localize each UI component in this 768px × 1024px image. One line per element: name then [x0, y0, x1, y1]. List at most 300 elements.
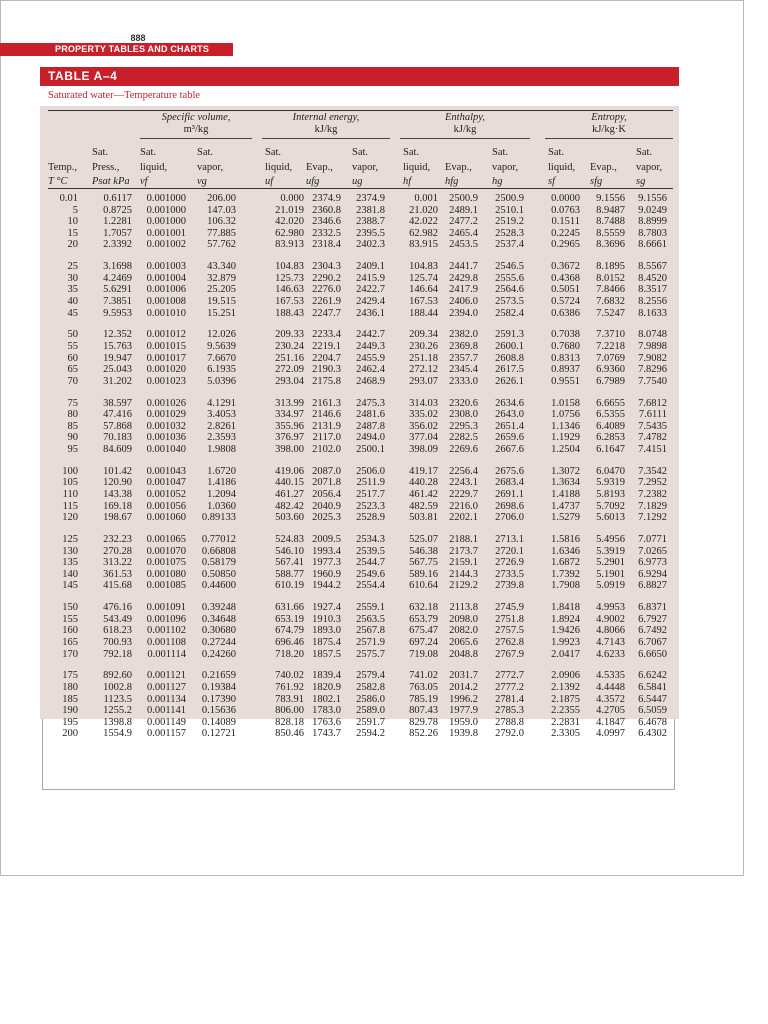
table-cell-sf: 1.7392: [551, 568, 580, 580]
table-cell-sfg: 4.1847: [596, 716, 625, 728]
table-cell-sg: 7.4151: [638, 444, 667, 455]
table-cell-hg: 2767.9: [495, 648, 524, 660]
table-cell-sfg: 8.9487: [596, 204, 625, 216]
table-cell-hf: 785.19: [409, 693, 438, 705]
column-header-sfg: [590, 146, 617, 190]
table-cell-vf: 0.001075: [146, 557, 186, 569]
table-label: TABLE A–4: [48, 69, 118, 83]
table-cell-ug: 2449.3: [356, 341, 385, 352]
table-cell-vf: 0.001080: [146, 568, 186, 580]
table-cell-sfg: 8.5559: [596, 227, 625, 239]
table-cell-uf: 104.83: [275, 261, 304, 273]
table-cell-temp: 165: [62, 637, 78, 648]
table-cell-hf: 503.81: [409, 512, 438, 524]
table-cell-temp: 185: [62, 693, 78, 705]
table-cell-ufg: 1960.9: [312, 568, 341, 580]
table-cell-ufg: 2233.4: [312, 329, 341, 341]
column-header-line: Sat.: [492, 147, 509, 158]
table-cell-press: 1554.9: [103, 728, 132, 740]
table-cell-temp: 200: [62, 728, 78, 740]
table-cell-hf: 83.915: [409, 239, 438, 251]
table-cell-sg: 8.8999: [638, 216, 667, 228]
table-cell-hf: 398.09: [409, 444, 438, 455]
table-cell-uf: 0.000: [280, 193, 304, 204]
table-cell-sf: 1.8924: [551, 613, 580, 625]
table-cell-vg: 0.66808: [201, 545, 236, 557]
table-cell-press: 143.38: [103, 489, 132, 500]
table-cell-ufg: 2318.4: [312, 239, 341, 251]
table-cell-hfg: 1939.8: [449, 728, 478, 740]
table-cell-vf: 0.001026: [146, 397, 186, 409]
table-cell-vg: 2.3593: [207, 432, 236, 444]
table-cell-sfg: 8.3696: [596, 239, 625, 251]
table-cell-hg: 2659.6: [495, 432, 524, 444]
table-cell-vg: 6.1935: [207, 364, 236, 376]
table-cell-sg: 8.2556: [638, 296, 667, 307]
table-cell-uf: 524.83: [275, 534, 304, 545]
table-cell-vg: 1.4186: [207, 477, 236, 489]
table-cell-press: 5.6291: [103, 284, 132, 296]
table-cell-press: 700.93: [103, 637, 132, 648]
table-cell-sg: 6.4302: [638, 728, 667, 740]
table-cell-hfg: 2216.0: [449, 500, 478, 512]
table-cell-hg: 2785.3: [495, 705, 524, 717]
table-cell-vf: 0.001149: [147, 716, 186, 728]
column-header-line: T °C: [48, 176, 68, 187]
table-cell-press: 476.16: [103, 602, 132, 614]
column-header-line: liquid,: [548, 161, 576, 173]
table-cell-hg: 2792.0: [495, 728, 524, 740]
table-cell-uf: 761.92: [275, 682, 304, 693]
table-cell-press: 19.947: [103, 352, 132, 364]
table-cell-hfg: 2477.2: [449, 216, 478, 228]
table-cell-vf: 0.001012: [146, 329, 186, 341]
table-cell-sfg: 4.8066: [596, 625, 625, 637]
column-header-line: liquid,: [140, 161, 168, 173]
table-cell-press: 1255.2: [103, 705, 132, 717]
table-cell-hg: 2608.8: [495, 352, 524, 364]
table-cell-hg: 2762.8: [495, 637, 524, 648]
table-cell-sg: 9.0249: [638, 204, 667, 216]
table-cell-vf: 0.001114: [147, 648, 186, 660]
table-cell-hf: 589.16: [409, 568, 438, 580]
table-cell-ug: 2487.8: [356, 420, 385, 432]
table-cell-sfg: 6.7989: [596, 375, 625, 387]
group-name: Specific volume,: [161, 112, 231, 123]
table-cell-temp: 180: [62, 682, 78, 693]
table-cell-sg: 6.9773: [638, 557, 667, 569]
table-cell-vg: 9.5639: [207, 341, 236, 352]
column-header-hfg: [445, 146, 472, 190]
table-cell-press: 313.22: [103, 557, 132, 569]
table-cell-hfg: 2333.0: [449, 375, 478, 387]
table-cell-vg: 0.15636: [201, 705, 236, 717]
table-cell-press: 415.68: [103, 580, 132, 592]
table-cell-sfg: 5.7092: [596, 500, 625, 512]
table-cell-hg: 2519.2: [495, 216, 524, 228]
table-cell-uf: 83.913: [275, 239, 304, 251]
table-cell-sf: 0.8937: [551, 364, 580, 376]
table-cell-sf: 0.1511: [551, 216, 580, 228]
table-cell-ufg: 2247.7: [312, 307, 341, 319]
table-cell-hfg: 2382.0: [449, 329, 478, 341]
table-label-bar: [40, 67, 679, 86]
table-cell-sf: 1.1346: [551, 420, 580, 432]
table-cell-hfg: 2129.2: [449, 580, 478, 592]
table-cell-uf: 272.09: [275, 364, 304, 376]
group-underline: [262, 138, 390, 139]
table-cell-ufg: 1802.1: [312, 693, 341, 705]
table-cell-hg: 2510.1: [495, 204, 524, 216]
table-cell-ug: 2481.6: [356, 409, 385, 421]
table-cell-sf: 0.4368: [551, 272, 580, 284]
table-cell-vg: 32.879: [207, 272, 236, 284]
table-cell-temp: 15: [67, 227, 78, 239]
table-cell-vg: 147.03: [207, 204, 236, 216]
table-cell-ufg: 1743.7: [312, 728, 341, 740]
table-cell-temp: 95: [67, 444, 78, 455]
table-cell-hfg: 2188.1: [449, 534, 478, 545]
table-cell-hfg: 2320.6: [449, 397, 478, 409]
table-cell-vg: 0.89133: [201, 512, 236, 524]
table-cell-vg: 43.340: [207, 261, 236, 273]
table-cell-vg: 0.30680: [201, 625, 236, 637]
table-cell-hg: 2643.0: [495, 409, 524, 421]
table-cell-temp: 100: [62, 465, 78, 477]
table-cell-vg: 106.32: [207, 216, 236, 228]
table-cell-sg: 6.7067: [638, 637, 667, 648]
table-cell-vf: 0.001108: [147, 637, 186, 648]
table-cell-press: 232.23: [103, 534, 132, 545]
table-cell-hg: 2720.1: [495, 545, 524, 557]
table-cell-hg: 2651.4: [495, 420, 524, 432]
table-cell-hfg: 2159.1: [449, 557, 478, 569]
column-header-line: [590, 146, 617, 161]
table-cell-ufg: 2161.3: [312, 397, 341, 409]
table-cell-hfg: 2144.3: [449, 568, 478, 580]
table-cell-vg: 12.026: [207, 329, 236, 341]
table-cell-ug: 2582.8: [356, 682, 385, 693]
table-cell-ug: 2559.1: [356, 602, 385, 614]
table-cell-vf: 0.001141: [147, 705, 186, 717]
table-cell-temp: 65: [67, 364, 78, 376]
table-cell-ufg: 1910.3: [312, 613, 341, 625]
table-cell-sfg: 5.2901: [596, 557, 625, 569]
table-cell-ug: 2511.9: [356, 477, 385, 489]
table-cell-hg: 2757.5: [495, 625, 524, 637]
table-cell-hf: 829.78: [409, 716, 438, 728]
table-cell-temp: 35: [67, 284, 78, 296]
column-header-line: vapor,: [352, 161, 379, 173]
table-cell-sfg: 7.0769: [596, 352, 625, 364]
table-cell-hf: 546.38: [409, 545, 438, 557]
table-cell-sf: 0.5051: [551, 284, 580, 296]
column-header-line: uf: [265, 176, 274, 187]
table-cell-vg: 206.00: [207, 193, 236, 204]
table-cell-hfg: 2031.7: [449, 670, 478, 682]
table-cell-ufg: 1993.4: [312, 545, 341, 557]
table-cell-hg: 2733.5: [495, 568, 524, 580]
table-cell-vg: 19.515: [207, 296, 236, 307]
table-cell-hg: 2745.9: [495, 602, 524, 614]
section-band: [0, 43, 233, 56]
table-cell-vf: 0.001032: [146, 420, 186, 432]
table-cell-ufg: 2071.8: [312, 477, 341, 489]
table-cell-sf: 1.0158: [551, 397, 580, 409]
column-header-line: hf: [403, 176, 412, 187]
table-cell-temp: 120: [62, 512, 78, 524]
table-cell-ug: 2475.3: [356, 397, 385, 409]
table-cell-press: 892.60: [103, 670, 132, 682]
table-cell-hfg: 2465.4: [449, 227, 478, 239]
table-cell-press: 47.416: [103, 409, 132, 421]
table-cell-sfg: 4.9953: [596, 602, 625, 614]
table-cell-vg: 4.1291: [207, 397, 236, 409]
table-cell-sf: 1.9923: [551, 637, 580, 648]
table-cell-hfg: 2173.7: [449, 545, 478, 557]
table-cell-sf: 0.3672: [551, 261, 580, 273]
column-header-ufg: [306, 146, 333, 190]
table-cell-sf: 2.1392: [551, 682, 580, 693]
table-cell-sg: 7.6812: [638, 397, 667, 409]
table-cell-ufg: 1977.3: [312, 557, 341, 569]
group-unit: kJ/kg: [314, 124, 338, 135]
table-cell-ug: 2468.9: [356, 375, 385, 387]
column-header-line: Sat.: [140, 147, 157, 158]
table-cell-hf: 377.04: [409, 432, 438, 444]
table-cell-hf: 356.02: [409, 420, 438, 432]
column-header-line: Temp.,: [48, 161, 78, 173]
table-cell-hg: 2500.9: [495, 193, 524, 204]
column-header-uf: [265, 146, 292, 190]
table-cell-hfg: 2098.0: [449, 613, 478, 625]
group-underline: [400, 138, 530, 139]
table-cell-hfg: 2065.6: [449, 637, 478, 648]
table-cell-ug: 2517.7: [356, 489, 385, 500]
table-cell-press: 15.763: [103, 341, 132, 352]
table-cell-sf: 2.2355: [551, 705, 580, 717]
table-cell-vf: 0.001002: [146, 239, 186, 251]
table-cell-hg: 2634.6: [495, 397, 524, 409]
column-header-line: vapor,: [197, 161, 224, 173]
column-header-line: hfg: [445, 176, 459, 187]
column-header-line: vapor,: [636, 161, 663, 173]
table-cell-hg: 2706.0: [495, 512, 524, 524]
table-cell-ug: 2388.7: [356, 216, 385, 228]
column-header-line: Sat.: [548, 147, 565, 158]
table-cell-press: 618.23: [103, 625, 132, 637]
table-cell-ufg: 2290.2: [312, 272, 341, 284]
table-cell-hfg: 1959.0: [449, 716, 478, 728]
table-cell-press: 31.202: [103, 375, 132, 387]
table-cell-uf: 696.46: [275, 637, 304, 648]
table-cell-sf: 1.1929: [551, 432, 580, 444]
table-cell-sf: 1.3072: [551, 465, 580, 477]
table-cell-hg: 2751.8: [495, 613, 524, 625]
table-cell-ufg: 1927.4: [312, 602, 341, 614]
table-cell-sg: 6.8371: [638, 602, 667, 614]
column-header-line: [48, 146, 77, 161]
table-cell-hfg: 2243.1: [449, 477, 478, 489]
column-header-sf: [548, 146, 575, 190]
table-cell-ufg: 1857.5: [312, 648, 341, 660]
table-cell-hf: 719.08: [409, 648, 438, 660]
table-cell-ufg: 2204.7: [312, 352, 341, 364]
table-cell-hfg: 2282.5: [449, 432, 478, 444]
table-cell-ug: 2374.9: [356, 193, 385, 204]
table-cell-sfg: 8.7488: [596, 216, 625, 228]
table-cell-uf: 740.02: [275, 670, 304, 682]
table-cell-press: 2.3392: [103, 239, 132, 251]
group-name: Enthalpy,: [445, 112, 485, 123]
table-cell-hf: 272.12: [409, 364, 438, 376]
table-cell-ug: 2554.4: [356, 580, 385, 592]
table-cell-sg: 7.1829: [638, 500, 667, 512]
column-header-line: sfg: [590, 176, 603, 187]
table-cell-sfg: 5.4956: [596, 534, 625, 545]
table-cell-ufg: 2009.5: [312, 534, 341, 545]
table-cell-hf: 482.59: [409, 500, 438, 512]
table-cell-press: 84.609: [103, 444, 132, 455]
table-cell-sg: 9.1556: [638, 193, 667, 204]
table-cell-temp: 195: [62, 716, 78, 728]
column-header-line: Evap.,: [590, 161, 617, 173]
table-cell-vf: 0.001040: [146, 444, 186, 455]
table-cell-ufg: 2040.9: [312, 500, 341, 512]
table-cell-ug: 2381.8: [356, 204, 385, 216]
table-cell-temp: 115: [62, 500, 78, 512]
table-cell-hf: 807.43: [409, 705, 438, 717]
table-cell-hf: 440.28: [409, 477, 438, 489]
column-header-line: [306, 146, 333, 161]
table-cell-temp: 25: [67, 261, 78, 273]
table-cell-ufg: 2276.0: [312, 284, 341, 296]
table-cell-hg: 2675.6: [495, 465, 524, 477]
table-cell-sf: 2.0906: [551, 670, 580, 682]
table-cell-ufg: 2261.9: [312, 296, 341, 307]
table-cell-ufg: 2087.0: [312, 465, 341, 477]
table-cell-ug: 2539.5: [356, 545, 385, 557]
table-cell-temp: 50: [67, 329, 78, 341]
table-cell-ufg: 2219.1: [312, 341, 341, 352]
column-header-temp: [48, 146, 77, 190]
table-cell-temp: 70: [67, 375, 78, 387]
table-cell-sg: 6.7492: [638, 625, 667, 637]
column-header-line: Press.,: [92, 161, 120, 173]
table-cell-hfg: 2048.8: [449, 648, 478, 660]
table-cell-temp: 160: [62, 625, 78, 637]
table-cell-hfg: 2489.1: [449, 204, 478, 216]
table-cell-ug: 2442.7: [356, 329, 385, 341]
group-underline: [140, 138, 252, 139]
table-cell-hg: 2772.7: [495, 670, 524, 682]
table-cell-sf: 1.8418: [551, 602, 580, 614]
table-cell-ufg: 2346.6: [312, 216, 341, 228]
column-header-line: ufg: [306, 176, 320, 187]
table-cell-ug: 2422.7: [356, 284, 385, 296]
table-cell-uf: 653.19: [275, 613, 304, 625]
table-cell-sf: 1.4737: [551, 500, 580, 512]
table-cell-temp: 45: [67, 307, 78, 319]
table-cell-uf: 209.33: [275, 329, 304, 341]
column-header-line: Evap.,: [306, 161, 333, 173]
table-cell-temp: 110: [62, 489, 78, 500]
table-cell-sfg: 5.6013: [596, 512, 625, 524]
table-cell-sfg: 9.1556: [596, 193, 625, 204]
table-cell-ug: 2567.8: [356, 625, 385, 637]
table-cell-vg: 0.19384: [201, 682, 236, 693]
table-cell-press: 9.5953: [103, 307, 132, 319]
table-cell-uf: 334.97: [275, 409, 304, 421]
table-cell-sf: 1.5279: [551, 512, 580, 524]
table-cell-temp: 60: [67, 352, 78, 364]
table-cell-sg: 6.5447: [638, 693, 667, 705]
table-cell-sf: 0.6386: [551, 307, 580, 319]
table-cell-hfg: 2082.0: [449, 625, 478, 637]
table-cell-temp: 85: [67, 420, 78, 432]
table-cell-vg: 1.2094: [207, 489, 236, 500]
table-cell-sg: 8.1633: [638, 307, 667, 319]
table-cell-hfg: 2295.3: [449, 420, 478, 432]
table-cell-temp: 130: [62, 545, 78, 557]
page-number: 888: [130, 33, 146, 43]
table-cell-hg: 2537.4: [495, 239, 524, 251]
table-cell-press: 70.183: [103, 432, 132, 444]
table-cell-uf: 146.63: [275, 284, 304, 296]
table-cell-sfg: 4.6233: [596, 648, 625, 660]
table-cell-temp: 90: [67, 432, 78, 444]
table-cell-vg: 0.12721: [201, 728, 236, 740]
table-cell-hf: 852.26: [409, 728, 438, 740]
table-cell-vf: 0.001121: [147, 670, 186, 682]
table-cell-press: 4.2469: [103, 272, 132, 284]
table-cell-sfg: 5.8193: [596, 489, 625, 500]
table-cell-sg: 6.5059: [638, 705, 667, 717]
table-cell-ufg: 2025.3: [312, 512, 341, 524]
group-unit: kJ/kg·K: [592, 124, 626, 135]
table-cell-hf: 125.74: [409, 272, 438, 284]
table-cell-sfg: 8.1895: [596, 261, 625, 273]
table-cell-sf: 0.5724: [551, 296, 580, 307]
table-cell-temp: 10: [67, 216, 78, 228]
table-cell-sf: 2.0417: [551, 648, 580, 660]
table-cell-temp: 5: [72, 204, 78, 216]
table-cell-hf: 293.07: [409, 375, 438, 387]
table-cell-sf: 0.8313: [551, 352, 580, 364]
table-cell-sf: 0.0000: [551, 193, 580, 204]
table-cell-hfg: 2357.7: [449, 352, 478, 364]
table-cell-hf: 461.42: [409, 489, 438, 500]
table-cell-hg: 2777.2: [495, 682, 524, 693]
table-cell-sg: 7.8296: [638, 364, 667, 376]
table-cell-hf: 763.05: [409, 682, 438, 693]
table-cell-hf: 525.07: [409, 534, 438, 545]
table-cell-hg: 2667.6: [495, 444, 524, 455]
table-cell-sg: 6.6242: [638, 670, 667, 682]
table-cell-hg: 2546.5: [495, 261, 524, 273]
column-header-line: Sat.: [92, 147, 109, 158]
table-cell-sf: 0.7680: [551, 341, 580, 352]
table-cell-hfg: 2229.7: [449, 489, 478, 500]
table-cell-sfg: 6.5355: [596, 409, 625, 421]
table-cell-hf: 188.44: [409, 307, 438, 319]
table-cell-hg: 2555.6: [495, 272, 524, 284]
table-cell-press: 169.18: [103, 500, 132, 512]
table-cell-sfg: 7.6832: [596, 296, 625, 307]
group-header-entropy: [545, 112, 673, 136]
table-cell-press: 270.28: [103, 545, 132, 557]
table-cell-vg: 0.34648: [201, 613, 236, 625]
